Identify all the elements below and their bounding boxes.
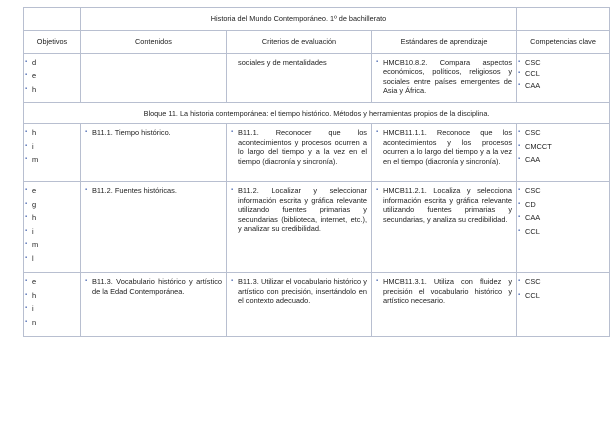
bullet-icon: ▪	[85, 129, 88, 136]
bullet-icon: ▪	[376, 187, 379, 194]
estandares-cell	[372, 273, 517, 337]
title-blank-cell-right	[517, 8, 610, 31]
competencia-item: ▪ CCL	[518, 227, 605, 236]
bullet-icon: ▪	[231, 129, 234, 136]
table-title: Historia del Mundo Contemporáneo. 1º de bachillerato	[81, 8, 517, 31]
bullet-icon: ▪	[376, 129, 379, 136]
criterios-cell	[227, 182, 372, 273]
contenido-entry	[81, 273, 226, 300]
block-row	[24, 103, 610, 124]
objective-item: ▪ h	[25, 128, 76, 137]
objective-item: ▪ m	[25, 240, 76, 249]
bullet-icon: ▪	[231, 278, 234, 285]
criterios-cell	[227, 273, 372, 337]
contenido-text: B11.2. Fuentes históricas.	[92, 186, 177, 196]
competencia-item: ▪ CSC	[518, 277, 605, 286]
competencia-item: ▪ CSC	[518, 186, 605, 195]
curriculum-table	[23, 7, 610, 337]
competencia-item: ▪ CSC	[518, 58, 605, 67]
header-estandares: Estándares de aprendizaje	[372, 31, 517, 54]
competencias-cell	[517, 182, 610, 273]
objective-item: ▪ d	[25, 58, 76, 67]
estandares-cell	[372, 182, 517, 273]
header-criterios: Criterios de evaluación	[227, 31, 372, 54]
objective-item: ▪ i	[25, 304, 76, 313]
objective-item: ▪ h	[25, 213, 76, 222]
contenido-entry	[81, 124, 226, 141]
contenidos-cell	[81, 273, 227, 337]
objective-item: ▪ m	[25, 155, 76, 164]
estandar-text: HMCB11.3.1. Utiliza con fluidez y precisión el vocabulario histórico y artístico necesario.	[383, 277, 513, 306]
objective-item: ▪ e	[25, 277, 76, 286]
bullet-icon: ▪	[231, 187, 234, 194]
estandar-entry	[372, 273, 516, 309]
criterios-cell	[227, 54, 372, 103]
header-contenidos: Contenidos	[81, 31, 227, 54]
block-title: Bloque 11. La historia contemporánea: el tiempo histórico. Métodos y herramientas propios de la disciplina.	[24, 103, 610, 124]
bullet-icon: ▪	[85, 278, 88, 285]
estandar-entry	[372, 54, 516, 100]
criterios-cell	[227, 124, 372, 182]
estandar-text: HMCB11.1.1. Reconoce que los acontecimientos y los procesos ocurren a lo largo del tiempo y a la vez en el tiempo (diacronía y sincronía).	[383, 128, 513, 166]
competencias-cell	[517, 124, 610, 182]
estandar-text: HMCB10.8.2. Compara aspectos económicos, políticos, religiosos y sociales entre países emergentes de Asia y África.	[383, 58, 513, 96]
estandar-entry	[372, 182, 516, 228]
title-row	[24, 8, 610, 31]
contenido-text: B11.1. Tiempo histórico.	[92, 128, 171, 138]
criterio-entry	[227, 182, 371, 237]
header-row	[24, 31, 610, 54]
estandar-text: HMCB11.2.1. Localiza y selecciona información escrita y gráfica relevante utilizando fuentes primarias y secundarias, y analiza su credibilidad.	[383, 186, 513, 224]
competencia-item: ▪ CAA	[518, 155, 605, 164]
estandares-cell	[372, 54, 517, 103]
objective-item: ▪ e	[25, 186, 76, 195]
competencias-cell	[517, 54, 610, 103]
estandar-entry	[372, 124, 516, 170]
objective-item: ▪ g	[25, 200, 76, 209]
competencias-cell	[517, 273, 610, 337]
competencia-item: ▪ CSC	[518, 128, 605, 137]
header-objetivos: Objetivos	[24, 31, 81, 54]
contenido-entry	[81, 182, 226, 199]
objective-item: ▪ n	[25, 318, 76, 327]
objetivos-cell	[24, 54, 81, 103]
criterio-entry	[227, 273, 371, 309]
competencia-item: ▪ CCL	[518, 291, 605, 300]
objective-item: ▪ i	[25, 142, 76, 151]
contenidos-cell	[81, 182, 227, 273]
competencia-item: ▪ CAA	[518, 81, 605, 90]
criterio-text: B11.2. Localizar y seleccionar información escrita y gráfica relevante utilizando fuentes primarias y secundarias (biblioteca, internet, etc.), y analizar su credibilidad.	[238, 186, 367, 234]
b11-3-row	[24, 273, 610, 337]
objetivos-cell	[24, 124, 81, 182]
bullet-icon: ▪	[376, 59, 379, 65]
criterio-text: B11.1. Reconocer que los acontecimientos y procesos ocurren a lo largo del tiempo y a la vez en el tiempo (diacronía y sincronía).	[238, 128, 367, 166]
objetivos-cell	[24, 273, 81, 337]
competencia-item: ▪ CMCCT	[518, 142, 605, 151]
objective-item: ▪ l	[25, 254, 76, 263]
competencia-item: ▪ CD	[518, 200, 605, 209]
contenidos-cell	[81, 54, 227, 103]
contenidos-cell	[81, 124, 227, 182]
criterio-entry	[227, 124, 371, 170]
objective-item: ▪ e	[25, 71, 76, 80]
estandares-cell	[372, 124, 517, 182]
objective-item: ▪ h	[25, 291, 76, 300]
bullet-icon: ▪	[85, 187, 88, 194]
criterio-text: sociales y de mentalidades	[238, 58, 327, 67]
header-competencias: Competencias clave	[517, 31, 610, 54]
competencia-item: ▪ CAA	[518, 213, 605, 222]
contenido-text: B11.3. Vocabulario histórico y artístico de la Edad Contemporánea.	[92, 277, 222, 296]
b11-2-row	[24, 182, 610, 273]
objective-item: ▪ i	[25, 227, 76, 236]
b11-1-row	[24, 124, 610, 182]
continuation-row	[24, 54, 610, 103]
objetivos-cell	[24, 182, 81, 273]
title-blank-cell	[24, 8, 81, 31]
criterio-text: B11.3. Utilizar el vocabulario histórico y artístico con precisión, insertándolo en el contexto adecuado.	[238, 277, 367, 306]
competencia-item: ▪ CCL	[518, 69, 605, 78]
objective-item: ▪ h	[25, 85, 76, 94]
bullet-icon: ▪	[376, 278, 379, 285]
